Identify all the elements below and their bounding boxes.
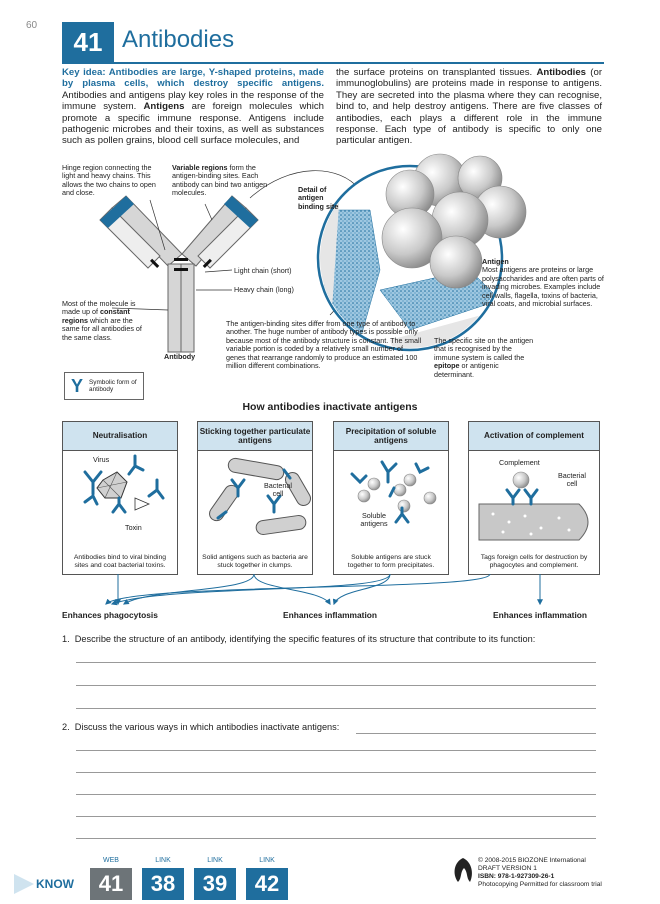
answer-line-2b[interactable]: [76, 750, 596, 751]
term-constant-regions: constant regions: [62, 307, 130, 325]
answer-line-1a[interactable]: [76, 662, 596, 663]
label-light-chain: Light chain (short): [234, 266, 292, 275]
label-toxin: Toxin: [125, 523, 142, 532]
inactivate-section-title: How antibodies inactivate antigens: [242, 401, 418, 413]
panel-neutralisation: [62, 421, 178, 575]
caption-sticking-together: Solid antigens such as bacteria are stuck together in clumps.: [202, 554, 308, 569]
precipitation-illustration: [334, 452, 448, 544]
chapter-number: 41: [62, 22, 114, 62]
label-virus: Virus: [93, 455, 110, 464]
intro-text-2b: (or immunoglobulins) are proteins made in response to antigens. They are secreted into the plasma where they can recognise, bind to, and help destroy antigens. There are five classes of antibodies, each plays a different role in the immune response. Each type of antibody is specific to only one particular antigen.: [336, 67, 603, 147]
answer-line-2c[interactable]: [76, 772, 596, 773]
caption-neutralisation: Antibodies bind to viral binding sites and coat bacterial toxins.: [73, 554, 167, 569]
key-idea: Key idea: Antibodies are large, Y-shaped proteins, made by plasma cells, which destroy specific antigens.: [62, 67, 324, 90]
label-heavy-chain: Heavy chain (long): [234, 285, 294, 294]
question-1-number: 1.: [62, 634, 70, 644]
term-antibodies: Antibodies: [536, 67, 587, 78]
question-2-text: Discuss the various ways in which antibodies inactivate antigens:: [74, 722, 340, 732]
term-antigens: Antigens: [143, 101, 185, 113]
antibody-symbol-icon: Y: [71, 375, 84, 396]
intro-column-right: [336, 67, 602, 147]
panel-head-complement: Activation of complement: [469, 422, 599, 451]
label-antigen: [482, 258, 604, 308]
link-39[interactable]: 39: [194, 868, 236, 900]
link-label-1: LINK: [155, 857, 171, 864]
term-variable-regions: Variable regions: [172, 163, 228, 172]
know-arrow-icon: [12, 872, 36, 896]
label-antibody: Antibody: [164, 352, 196, 361]
label-soluble-antigens: Soluble antigens: [360, 511, 388, 529]
answer-line-2d[interactable]: [76, 794, 596, 795]
label-epitope: [434, 337, 538, 379]
panel-precipitation: [333, 421, 449, 575]
question-1-text: Describe the structure of an antibody, identifying the specific features of its structure that contribute to its function:: [74, 634, 536, 644]
question-2-number: 2.: [62, 722, 70, 732]
answer-line-2f[interactable]: [76, 838, 596, 839]
symbolic-form-box: [64, 372, 144, 400]
outcome-arrows: [0, 572, 660, 612]
label-variable-regions: [172, 164, 272, 198]
outcome-inflammation-right: Enhances inflammation: [493, 610, 588, 620]
outcome-phagocytosis: Enhances phagocytosis: [62, 610, 158, 620]
intro-text-2a: the surface proteins on transplanted tissues.: [336, 67, 537, 78]
term-epitope: epitope: [434, 361, 460, 371]
label-hinge-region: Hinge region connecting the light and heavy chains. This allows the two chains to open and close.: [62, 163, 156, 198]
question-2: [62, 722, 362, 732]
epitope-text-pre: The specific site on the antigen that is recognised by the immune system is called the: [434, 336, 534, 362]
label-binding-site-text: The antigen-binding sites differ from one type of antibody to another. The huge number of antibody types is possible only because most of the antibody structure is constant. The small variable portion is coded by a relatively small number of genes that rearrange randomly to produce an estimated 100 million different combinations.: [226, 319, 422, 371]
intro-text-1b: are foreign molecules which promote a specific immune response. Antigens include pathogenic microbes and their toxins, as well as substances such as pollen grains, blood cell surface molecules, and: [62, 101, 324, 147]
answer-line-1b[interactable]: [76, 685, 596, 686]
link-label-3: LINK: [259, 857, 275, 864]
label-complement: Complement: [499, 458, 540, 467]
antigen-description: Most antigens are proteins or large polysaccharides and are often parts of invading microbes. Examples include cell walls, flagella, toxins of bacteria, viral coats, and microbial surfaces.: [482, 265, 604, 309]
question-1: [62, 634, 602, 644]
answer-line-2e[interactable]: [76, 816, 596, 817]
biozone-logo-icon: [450, 856, 476, 886]
answer-line-2a[interactable]: [356, 733, 596, 734]
link-label-2: LINK: [207, 857, 223, 864]
variable-regions-text: form the antigen-binding sites. Each antibody can bind two antigen molecules.: [172, 163, 268, 198]
copyright-isbn: ISBN: 978-1-927309-26-1: [478, 873, 555, 880]
intro-column-left: [62, 67, 324, 147]
constant-text-pre: Most of the molecule is made up of: [62, 299, 136, 317]
panel-head-precipitation: Precipitation of soluble antigens: [334, 422, 448, 451]
label-detail-binding-site: Detail of antigen binding site: [298, 185, 339, 211]
intro-text-1a: Antibodies and antigens play key roles in the response of the immune system.: [62, 89, 324, 113]
symbolic-form-label: Symbolic form of antibody: [89, 378, 137, 393]
page-number: 60: [26, 20, 38, 31]
web-link-41[interactable]: 41: [90, 868, 132, 900]
label-constant-regions: [62, 300, 150, 342]
caption-precipitation: Soluble antigens are stuck together to form precipitates.: [347, 554, 435, 569]
panel-head-sticking-together: Sticking together particulate antigens: [198, 422, 312, 451]
answer-line-1c[interactable]: [76, 708, 596, 709]
copyright-block: [478, 857, 638, 889]
constant-text-post: which are the same for all antibodies of the same class.: [62, 315, 142, 342]
label-bacterial-cell: Bacterial cell: [558, 471, 586, 489]
web-label: WEB: [103, 857, 119, 864]
label-bacterial-cell-clump: Bacterial cell: [264, 481, 292, 499]
page-title: Antibodies: [122, 26, 235, 53]
title-divider: [62, 62, 604, 64]
caption-complement: Tags foreign cells for destruction by phagocytes and complement.: [480, 554, 588, 569]
antigen-title: Antigen: [482, 257, 509, 266]
neutralisation-illustration: [63, 452, 177, 544]
copyright-line-1: © 2008-2015 BIOZONE International: [478, 857, 586, 864]
outcome-inflammation-center: Enhances inflammation: [283, 610, 378, 620]
link-42[interactable]: 42: [246, 868, 288, 900]
panel-sticking-together: [197, 421, 313, 575]
link-38[interactable]: 38: [142, 868, 184, 900]
epitope-text-post: or antigenic determinant.: [434, 361, 499, 379]
know-label: KNOW: [36, 877, 74, 891]
copyright-line-4: Photocopying Permitted for classroom trial: [478, 881, 602, 888]
panel-complement: [468, 421, 600, 575]
copyright-line-2: DRAFT VERSION 1: [478, 865, 537, 872]
panel-head-neutralisation: Neutralisation: [63, 422, 177, 451]
